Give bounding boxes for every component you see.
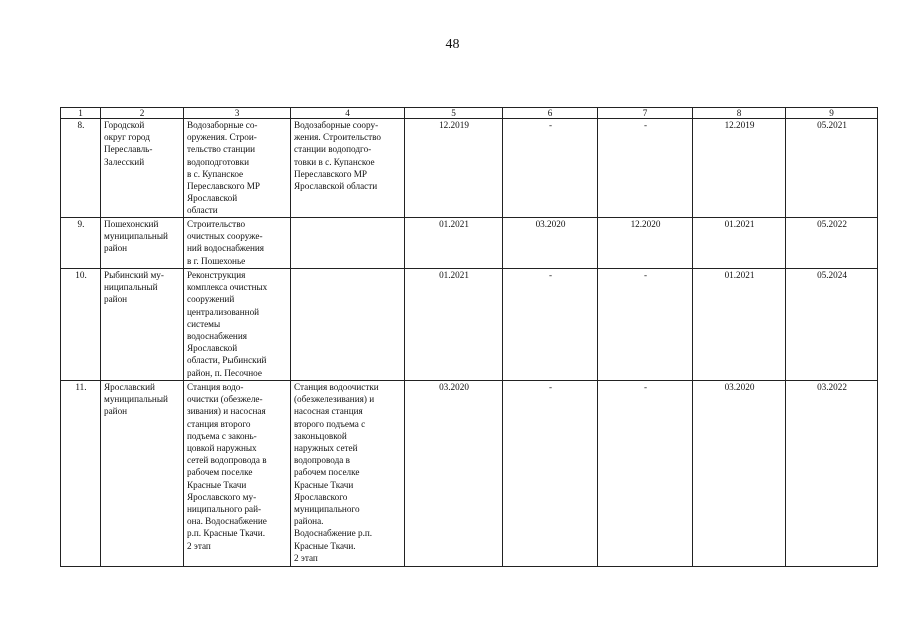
table-header-row — [61, 108, 878, 119]
date-cell: 03.2020 — [693, 381, 786, 567]
object-cell: Строительство очистных сооруже- ний водоснабжения в г. Пошехонье — [184, 218, 291, 269]
date-cell: - — [503, 381, 598, 567]
date-cell: - — [598, 381, 693, 567]
description-cell: Станция водоочистки (обезжелезивания) и насосная станция второго подъема с законьцовкой наружных сетей водопровода в рабочем поселке Красные Ткачи Ярославского муниципального района. Водоснабжение р.п. Красные Ткачи. 2 этап — [291, 381, 405, 567]
column-header-1: 1 — [61, 108, 101, 119]
table-row — [61, 119, 878, 218]
object-cell: Реконструкция комплекса очистных сооружений централизованной системы водоснабжения Ярославской области, Рыбинский район, п. Песочное — [184, 269, 291, 381]
date-cell: 12.2019 — [693, 119, 786, 218]
district-cell: Рыбинский му- ниципальный район — [101, 269, 184, 381]
column-header-7: 7 — [598, 108, 693, 119]
table-row — [61, 218, 878, 269]
row-number: 11. — [61, 381, 101, 567]
page-number: 48 — [445, 37, 460, 52]
column-header-3: 3 — [184, 108, 291, 119]
date-cell: 01.2021 — [693, 218, 786, 269]
column-header-4: 4 — [291, 108, 405, 119]
date-cell: 01.2021 — [405, 218, 503, 269]
date-cell: 05.2022 — [786, 218, 878, 269]
row-number: 10. — [61, 269, 101, 381]
row-number: 8. — [61, 119, 101, 218]
district-cell: Пошехонский муниципальный район — [101, 218, 184, 269]
date-cell: - — [503, 119, 598, 218]
date-cell: 05.2021 — [786, 119, 878, 218]
description-cell — [291, 269, 405, 381]
date-cell: 12.2020 — [598, 218, 693, 269]
object-cell: Станция водо- очистки (обезжеле- зивания) и насосная станция второго подъема с законь- цовкой наружных сетей водопровода в рабочем поселке Красные Ткачи Ярославского му- ниципального рай- она. Водоснабжение р.п. Красные Ткачи. 2 этап — [184, 381, 291, 567]
date-cell: 01.2021 — [693, 269, 786, 381]
object-cell: Водозаборные со- оружения. Строи- тельство станции водоподготовки в с. Купанское Переславского МР Ярославской области — [184, 119, 291, 218]
data-table — [60, 107, 878, 567]
date-cell: 12.2019 — [405, 119, 503, 218]
column-header-6: 6 — [503, 108, 598, 119]
date-cell: 03.2022 — [786, 381, 878, 567]
district-cell: Ярославский муниципальный район — [101, 381, 184, 567]
row-number: 9. — [61, 218, 101, 269]
date-cell: 05.2024 — [786, 269, 878, 381]
date-cell: 03.2020 — [405, 381, 503, 567]
date-cell: 01.2021 — [405, 269, 503, 381]
column-header-5: 5 — [405, 108, 503, 119]
date-cell: - — [503, 269, 598, 381]
description-cell: Водозаборные соору- жения. Строительство станции водоподго- товки в с. Купанское Переславского МР Ярославской области — [291, 119, 405, 218]
table-row — [61, 269, 878, 381]
date-cell: 03.2020 — [503, 218, 598, 269]
date-cell: - — [598, 119, 693, 218]
column-header-8: 8 — [693, 108, 786, 119]
table-row — [61, 381, 878, 567]
district-cell: Городской округ город Переславль- Залесский — [101, 119, 184, 218]
date-cell: - — [598, 269, 693, 381]
column-header-2: 2 — [101, 108, 184, 119]
column-header-9: 9 — [786, 108, 878, 119]
description-cell — [291, 218, 405, 269]
